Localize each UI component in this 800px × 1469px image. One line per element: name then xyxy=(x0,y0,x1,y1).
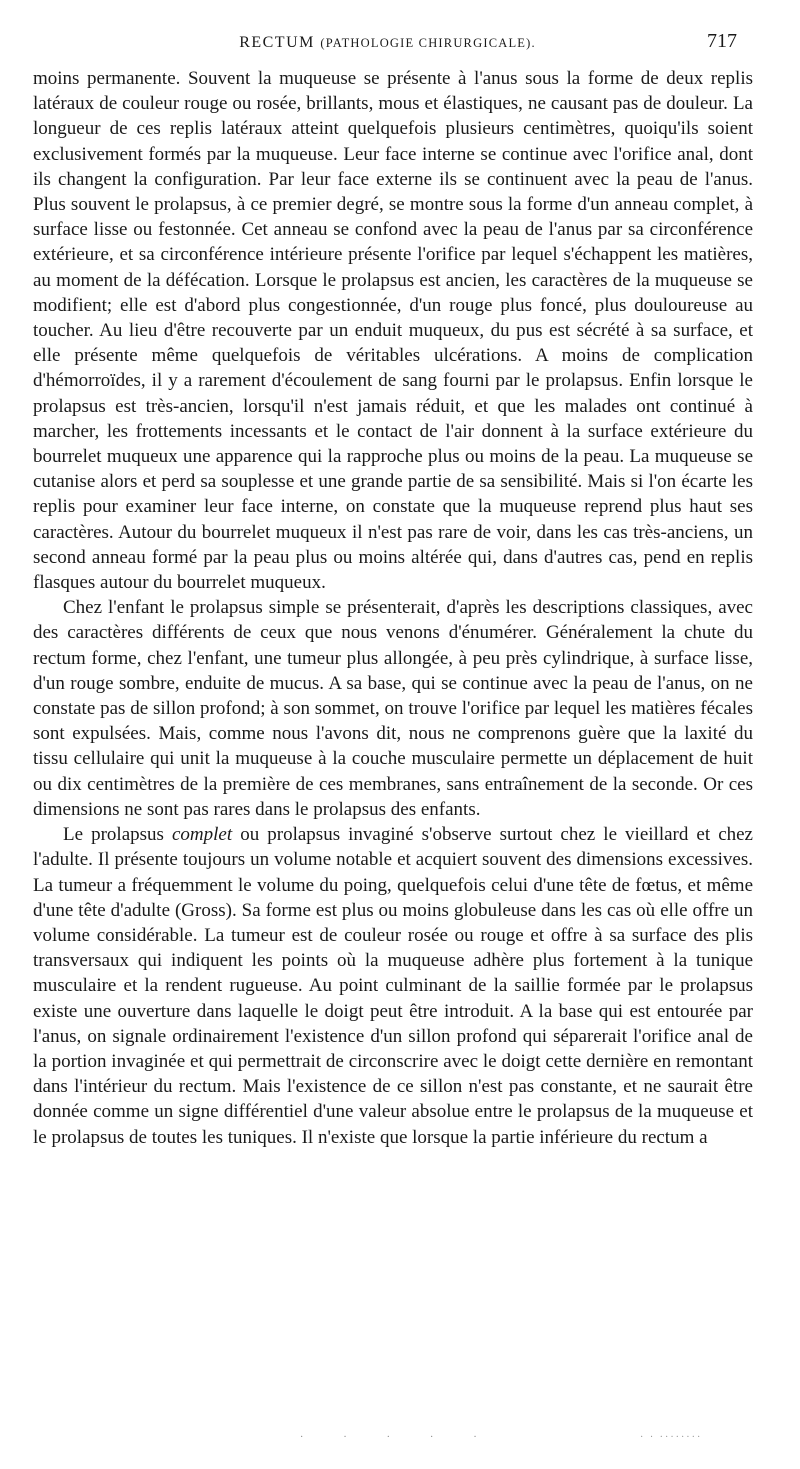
footer-mark-right: · · ········ xyxy=(640,1432,703,1443)
emphasis-complet: complet xyxy=(171,824,233,846)
footer-mark: ····· xyxy=(300,1432,517,1443)
page-number: 717 xyxy=(707,30,737,52)
paragraph-2: Chez l'enfant le prolapsus simple se présenterait, d'après les descriptions classiques, avec des caractères différents de ceux que nous venons d'énumérer. Généralement la chute du rectum forme, chez l'enfant, une tumeur plus allongée, à peu près cylindrique, à surface lisse, d'un rouge sombre, enduite de mucus. A sa base, qui se continue avec la peau de l'anus, on ne constate pas de sillon profond; à son sommet, on trouve l'orifice par lequel les matières fécales sont expulsées. Mais, comme nous l'avons dit, nous ne comprenons guère que la laxité du tissu cellulaire qui unit la muqueuse à la couche musculaire permette un déplacement de huit ou dix centimètres de la première de ces membranes, sans entraînement de la seconde. Or ces dimensions ne sont pas rares dans le prolapsus des enfants. xyxy=(33,597,753,820)
page-header xyxy=(30,30,745,60)
paragraph-3-rest: ou prolapsus invaginé s'observe surtout chez le vieillard et chez l'adulte. Il présente toujours un volume notable et acquiert souvent des dimensions excessives. La tumeur a fréquemment le volume du poing, quelquefois celui d'une tête de fœtus, et même d'une tête d'adulte (Gross). Sa forme est plus ou moins globuleuse dans les cas où elle offre un volume considérable. La tumeur est de couleur rosée ou rouge et offre à sa surface des plis transversaux qui indiquent les points où la muqueuse adhère plus fortement à la tunique musculaire et la rendent rugueuse. Au point culminant de la saillie formée par le prolapsus existe une ouverture dans laquelle le doigt peut être introduit. A la base qui est entourée par l'anus, on signale ordinairement l'existence d'un sillon profond qui séparerait l'orifice anal de la portion invaginée et qui permettrait de circonscrire avec le doigt cette dernière en remontant dans l'intérieur du rectum. Mais l'existence de ce sillon n'est pas constante, et ne saurait être donnée comme un signe différentiel d'une valeur absolue entre le prolapsus de la muqueuse et le prolapsus de toutes les tuniques. Il n'existe que lorsque la partie inférieure du rectum a xyxy=(33,824,753,1148)
running-head-title: RECTUM xyxy=(239,34,315,51)
paragraph-3 xyxy=(33,822,753,1150)
body-text xyxy=(33,66,753,1150)
paragraph-1: moins permanente. Souvent la muqueuse se présente à l'anus sous la forme de deux replis latéraux de couleur rouge ou rosée, brillants, mous et élastiques, ne causant pas de douleur. La longueur de ces replis latéraux atteint quelquefois plusieurs centimètres, quoiqu'ils soient exclusivement formés par la muqueuse. Leur face interne se continue avec l'orifice anal, dont ils changent la configuration. Par leur face externe ils se continuent avec la peau de l'anus. Plus souvent le prolapsus, à ce premier degré, se montre sous la forme d'un anneau complet, à surface lisse ou festonnée. Cet anneau se confond avec la peau de l'anus par sa circonférence extérieure, et sa circonférence intérieure présente l'orifice par lequel s'échappent les matières, au moment de la défécation. Lorsque le prolapsus est ancien, les caractères de la muqueuse se modifient; elle est d'abord plus congestionnée, d'un rouge plus foncé, plus douloureuse au toucher. Au lieu d'être recouverte par un enduit muqueux, du pus est sécrété à sa surface, et elle présente même quelquefois de véritables ulcérations. A moins de complication d'hémorroïdes, il y a rarement d'écoulement de sang fourni par le prolapsus. Enfin lorsque le prolapsus est très-ancien, lorsqu'il n'est jamais réduit, et que les malades ont continué à marcher, les frottements incessants et le contact de l'air donnent à la surface extérieure du bourrelet muqueux une apparence qui la rapproche plus ou moins de la peau. La muqueuse se cutanise alors et perd sa souplesse et une grande partie de sa sensibilité. Mais si l'on écarte les replis pour examiner leur face interne, on constate que la muqueuse reprend plus haut ses caractères. Autour du bourrelet muqueux il n'est pas rare de voir, dans les cas très-anciens, un second anneau formé par la peau plus ou moins altérée qui, dans d'autres cas, pend en replis flasques autour du bourrelet muqueux. xyxy=(33,68,753,594)
running-head-subtitle: (PATHOLOGIE CHIRURGICALE). xyxy=(320,36,536,50)
running-head xyxy=(30,34,745,52)
paragraph-3-start: Le prolapsus xyxy=(63,824,172,846)
